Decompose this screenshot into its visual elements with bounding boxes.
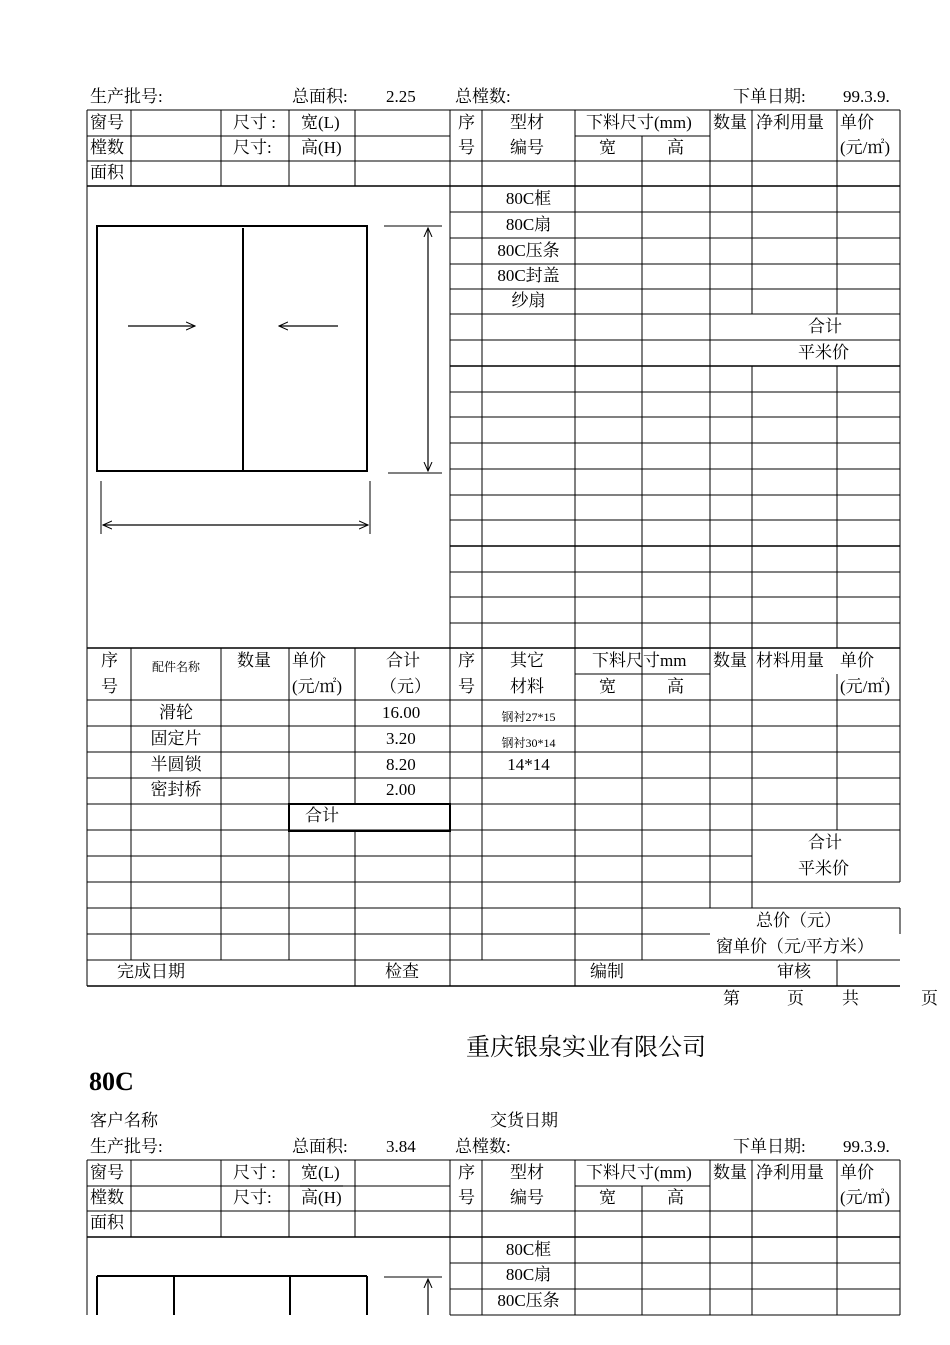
compile-label: 编制 xyxy=(590,962,624,981)
code-header: 编号 xyxy=(510,138,544,157)
qty-header: 数量 xyxy=(713,113,747,132)
finish-date-label: 完成日期 xyxy=(117,962,185,981)
cut-size-header-2: 下料尺寸(mm) xyxy=(586,1163,692,1182)
seq-header: 序 xyxy=(458,113,475,132)
accessory-total: 8.20 xyxy=(386,755,416,774)
subtotal-label-2: 合计 xyxy=(808,833,842,852)
profile-row-s2: 80C扇 xyxy=(505,1265,552,1284)
count-label-2: 总樘数: xyxy=(455,1137,511,1156)
review-label: 审核 xyxy=(777,962,811,981)
order-date-value-2: 99.3.9. xyxy=(843,1137,890,1156)
order-date-label-2: 下单日期: xyxy=(733,1137,806,1156)
window-drawing-1 xyxy=(97,226,442,534)
delivery-date-label: 交货日期 xyxy=(490,1111,558,1130)
seq-header-s2-2: 号 xyxy=(458,1188,475,1207)
profile-row: 80C压条 xyxy=(497,241,560,260)
width-col-header-2: 宽 xyxy=(599,1188,616,1207)
area-row-label-2: 面积 xyxy=(90,1213,124,1232)
window-unit-price-label: 窗单价（元/平方米） xyxy=(716,937,874,956)
accessory-total: 3.20 xyxy=(386,729,416,748)
count-label: 总樘数: xyxy=(455,87,511,106)
area-label-2: 总面积: xyxy=(292,1137,348,1156)
profile-row-s2: 80C压条 xyxy=(497,1291,560,1310)
other-material: 14*14 xyxy=(507,755,550,774)
other-price-header: 单价 xyxy=(840,651,874,670)
acc-total-unit: （元） xyxy=(380,677,431,696)
profile-row: 80C封盖 xyxy=(497,266,560,285)
window-no-label: 窗号 xyxy=(90,113,124,132)
acc-seq-header: 序 xyxy=(101,651,118,670)
profile-header-2: 型材 xyxy=(510,1163,544,1182)
material-usage-header: 材料用量 xyxy=(756,651,824,670)
acc-qty-header: 数量 xyxy=(237,651,271,670)
area-value: 2.25 xyxy=(386,87,416,106)
page-ye: 页 xyxy=(787,989,804,1008)
acc-price-unit: (元/㎡) xyxy=(292,677,343,696)
height-col-header: 高 xyxy=(667,138,684,157)
count-row-label: 樘数 xyxy=(90,138,124,157)
other-seq-header: 序 xyxy=(458,651,475,670)
accessory-name: 半圆锁 xyxy=(150,755,202,774)
accessory-total: 2.00 xyxy=(386,780,416,799)
size-h-label-2: 尺寸: xyxy=(233,1188,272,1207)
other-price-unit: (元/㎡) xyxy=(840,677,891,696)
other-seq-header-2: 号 xyxy=(458,677,475,696)
width-col-header: 宽 xyxy=(599,138,616,157)
order-date-value: 99.3.9. xyxy=(843,87,890,106)
total-price-label: 总价（元） xyxy=(756,911,841,930)
other-height-header: 高 xyxy=(667,677,684,696)
net-usage-header-2: 净利用量 xyxy=(756,1163,824,1182)
page-ye-2: 页 xyxy=(921,989,938,1008)
cut-size-header: 下料尺寸(mm) xyxy=(586,113,692,132)
accessory-total-label: 合计 xyxy=(305,806,339,825)
window-drawing-2 xyxy=(97,1276,442,1315)
unit-header-2: (元/㎡) xyxy=(840,1188,891,1207)
area-row-label: 面积 xyxy=(90,163,124,182)
batch-label: 生产批号: xyxy=(90,87,163,106)
other-material: 钢衬27*15 xyxy=(501,710,556,724)
unit-price-header: 单价 xyxy=(840,113,874,132)
size-l-label: 尺寸 : xyxy=(233,113,276,132)
area-label: 总面积: xyxy=(292,87,348,106)
profile-row: 80C框 xyxy=(505,189,552,208)
accessory-name: 密封桥 xyxy=(150,780,202,799)
profile-row: 80C扇 xyxy=(505,215,552,234)
other-width-header: 宽 xyxy=(599,677,616,696)
check-label: 检查 xyxy=(385,962,419,981)
company-name: 重庆银泉实业有限公司 xyxy=(466,1035,706,1061)
profile-header: 型材 xyxy=(510,113,544,132)
page-di: 第 xyxy=(723,989,740,1008)
subtotal-label: 合计 xyxy=(808,317,842,336)
order-date-label: 下单日期: xyxy=(733,87,806,106)
batch-label-2: 生产批号: xyxy=(90,1137,163,1156)
model-title: 80C xyxy=(89,1067,134,1096)
height-label-2: 高(H) xyxy=(301,1188,342,1207)
size-h-label: 尺寸: xyxy=(233,138,272,157)
height-label: 高(H) xyxy=(301,138,342,157)
area-value-2: 3.84 xyxy=(386,1137,416,1156)
other-material: 钢衬30*14 xyxy=(501,736,556,750)
other-cut-header: 下料尺寸mm xyxy=(592,651,687,670)
acc-total-header: 合计 xyxy=(386,651,420,670)
count-row-label-2: 樘数 xyxy=(90,1188,124,1207)
acc-seq-header-2: 号 xyxy=(101,677,118,696)
other-material-header: 其它 xyxy=(510,651,544,670)
accessory-name: 滑轮 xyxy=(159,703,193,722)
page-gong: 共 xyxy=(842,989,859,1008)
per-sqm-label: 平米价 xyxy=(798,343,849,362)
qty-header-2: 数量 xyxy=(713,1163,747,1182)
height-col-header-2: 高 xyxy=(667,1188,684,1207)
per-sqm-label-2: 平米价 xyxy=(798,859,849,878)
seq-header-2: 号 xyxy=(458,138,475,157)
code-header-2: 编号 xyxy=(510,1188,544,1207)
other-material-header-2: 材料 xyxy=(510,677,544,696)
accessory-name: 固定片 xyxy=(150,729,202,748)
unit-price-header-2: 单价 xyxy=(840,1163,874,1182)
size-l-label-2: 尺寸 : xyxy=(233,1163,276,1182)
profile-row-s2: 80C框 xyxy=(505,1240,552,1259)
net-usage-header: 净利用量 xyxy=(756,113,824,132)
customer-label: 客户名称 xyxy=(90,1111,158,1130)
acc-price-header: 单价 xyxy=(292,651,326,670)
other-qty-header: 数量 xyxy=(713,651,747,670)
window-no-label-2: 窗号 xyxy=(90,1163,124,1182)
profile-row: 纱扇 xyxy=(511,291,546,310)
width-label: 宽(L) xyxy=(301,113,340,132)
unit-header: (元/㎡) xyxy=(840,138,891,157)
width-label-2: 宽(L) xyxy=(301,1163,340,1182)
seq-header-s2: 序 xyxy=(458,1163,475,1182)
accessory-total: 16.00 xyxy=(382,703,421,722)
acc-name-header: 配件名称 xyxy=(152,660,201,674)
